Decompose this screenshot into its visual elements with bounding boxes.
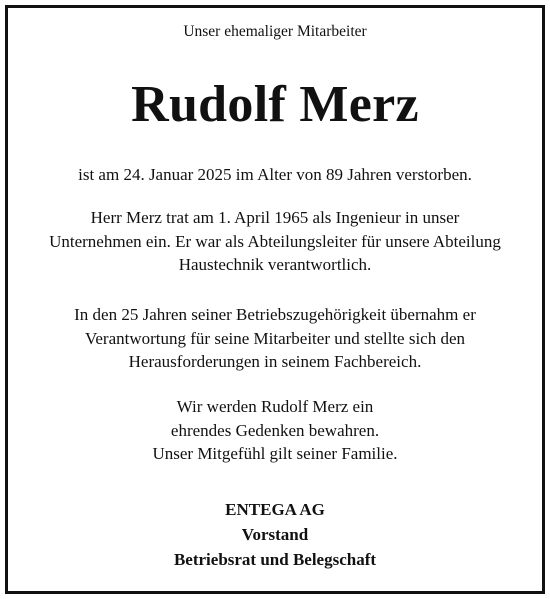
text-line: ehrendes Gedenken bewahren. — [170, 420, 380, 440]
responsibility-paragraph — [0, 303, 550, 374]
text-line: Herr Merz trat am 1. April 1965 als Ingenieur in unser — [90, 208, 460, 227]
text-line: ist am 24. Januar 2025 im Alter von 89 Jahren verstorben. — [78, 165, 472, 184]
deceased-name: Rudolf Merz — [131, 76, 419, 133]
text-line: Unternehmen ein. Er war als Abteilungsleiter für unsere Abteilung — [49, 231, 501, 251]
death-announcement — [0, 163, 550, 187]
text-line: Herausforderungen in seinem Fachbereich. — [128, 352, 422, 371]
notice-subtitle: Unser ehemaliger Mitarbeiter — [183, 23, 367, 40]
company-name: ENTEGA AG — [225, 500, 325, 519]
text-line: Wir werden Rudolf Merz ein — [176, 397, 374, 416]
text-line: Haustechnik verantwortlich. — [178, 255, 372, 274]
remembrance-paragraph — [0, 395, 550, 466]
text-line: In den 25 Jahren seiner Betriebszugehörigkeit übernahm er — [74, 305, 476, 324]
signoff-board: Vorstand — [241, 525, 309, 544]
signoff-block — [0, 497, 550, 572]
signoff-staff: Betriebsrat und Belegschaft — [173, 550, 377, 569]
text-line: Unser Mitgefühl gilt seiner Familie. — [152, 444, 398, 463]
career-paragraph — [0, 206, 550, 277]
text-line: Verantwortung für seine Mitarbeiter und stellte sich den — [84, 328, 466, 348]
